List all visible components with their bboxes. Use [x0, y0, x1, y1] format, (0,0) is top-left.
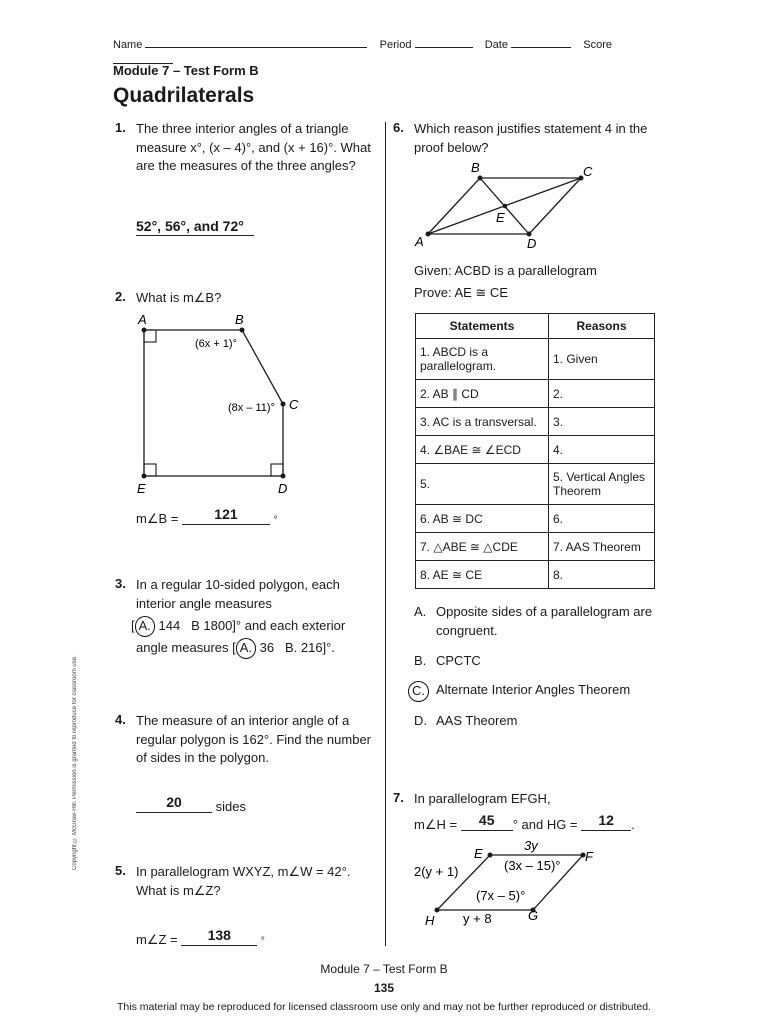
- proof-reason-1: 1. Given: [549, 339, 655, 380]
- q6-option-c[interactable]: [408, 681, 658, 700]
- q2-figure: [130, 308, 310, 498]
- q7-angle-f: (3x – 15)°: [504, 858, 561, 873]
- q6-label-c: C: [583, 164, 593, 179]
- proof-reason-8: 8.: [549, 561, 655, 589]
- q4-number: 4.: [115, 712, 126, 727]
- proof-reason-2: 2.: [549, 380, 655, 408]
- q7-label-e: E: [474, 846, 483, 861]
- q7-answer-row: [414, 812, 654, 835]
- date-field[interactable]: [511, 36, 571, 48]
- q7-side-bottom: y + 8: [463, 911, 492, 926]
- q3-choice-b1: B 1800]° and each exterior: [191, 618, 346, 633]
- q2-label-c: C: [289, 397, 299, 412]
- q3-line4: [136, 638, 335, 659]
- q2-label-e: E: [137, 481, 146, 496]
- q4-answer-row: [136, 794, 246, 817]
- q4-text: The measure of an interior angle of a regular polygon is 162°. Find the number of sides in the polygon.: [136, 713, 372, 765]
- period-label: Period: [379, 39, 412, 51]
- q6-label-a: A: [415, 234, 424, 249]
- q6-prove: Prove: AE ≅ CE: [414, 285, 508, 300]
- module-title: Module 7 – Test Form B: [113, 63, 259, 78]
- q2-label-b: B: [235, 312, 244, 327]
- q3-choice-a2[interactable]: A.: [236, 638, 256, 659]
- q7-text: In parallelogram EFGH,: [414, 791, 551, 806]
- q6-figure: [408, 156, 608, 256]
- proof-statement-8: 8. AE ≅ CE: [416, 561, 549, 589]
- q6-label-d: D: [527, 236, 537, 251]
- page-title: Quadrilaterals: [113, 84, 255, 107]
- proof-reason-6: 6.: [549, 505, 655, 533]
- q2-label-d: D: [278, 481, 288, 496]
- q3-choice-a1[interactable]: A.: [135, 616, 155, 637]
- proof-statement-1: 1. ABCD is a parallelogram.: [416, 339, 549, 380]
- q2-label-a: A: [138, 312, 147, 327]
- proof-reason-4: 4.: [549, 436, 655, 464]
- q3-choice-a2-value: 36: [259, 640, 275, 655]
- proof-statement-5: 5.: [416, 464, 549, 505]
- footer-notice: This material may be reproduced for licensed classroom use only and may not be further reproduced or distributed.: [116, 1001, 652, 1013]
- period-field[interactable]: [415, 36, 473, 48]
- q6-option-a-text: Opposite sides of a parallelogram are congruent.: [436, 604, 653, 638]
- q6-option-d-letter: D.: [414, 713, 427, 728]
- q3-line2: interior angle measures: [136, 596, 272, 611]
- q5-answer: 138: [181, 926, 257, 946]
- name-label: Name: [113, 39, 143, 51]
- q7-mh-prefix: m∠H =: [414, 817, 458, 832]
- q6-option-a-letter: A.: [414, 604, 427, 619]
- q4-suffix: sides: [215, 799, 246, 814]
- proof-statement-2: 2. AB ∥ CD: [416, 380, 549, 408]
- q7-mid: ° and HG =: [512, 817, 578, 832]
- q2-answer: 121: [182, 505, 270, 525]
- q7-angle-h: (7x – 5)°: [476, 888, 526, 903]
- q6-option-d-text: AAS Theorem: [436, 713, 518, 728]
- copyright-side: Copyright © McGraw-Hill. Permission is granted to reproduce for classroom use.: [72, 655, 78, 870]
- proof-statement-4: 4. ∠BAE ≅ ∠ECD: [416, 436, 549, 464]
- q6-option-c-letter: C.: [408, 681, 429, 702]
- score-label: Score: [583, 39, 613, 51]
- q6-number: 6.: [393, 120, 404, 135]
- q6-option-c-text: Alternate Interior Angles Theorem: [436, 682, 631, 697]
- q7-mh-answer: 45: [461, 811, 513, 831]
- q3-choice-b2: B. 216]°.: [284, 640, 335, 655]
- proof-header-statements: Statements: [416, 314, 549, 339]
- proof-statement-7: 7. △ABE ≅ △CDE: [416, 533, 549, 561]
- q3-number: 3.: [115, 576, 126, 591]
- q2-answer-suffix: °: [273, 515, 278, 526]
- proof-reason-7: 7. AAS Theorem: [549, 533, 655, 561]
- q6-option-b-text: CPCTC: [436, 653, 481, 668]
- q3-line4-text: angle measures [: [136, 640, 236, 655]
- q2-number: 2.: [115, 289, 126, 304]
- q6-option-a[interactable]: [414, 603, 654, 640]
- proof-table: [415, 313, 655, 589]
- q7-hg-answer: 12: [581, 811, 631, 831]
- q6-option-b-letter: B.: [414, 653, 427, 668]
- name-field[interactable]: [145, 36, 367, 48]
- q7-end: .: [631, 817, 635, 832]
- q5-number: 5.: [115, 863, 126, 878]
- footer-page-number: 135: [373, 981, 395, 995]
- footer-module: Module 7 – Test Form B: [320, 962, 448, 976]
- q3-line1: In a regular 10-sided polygon, each: [136, 577, 340, 592]
- q1-number: 1.: [115, 120, 126, 135]
- q3-choice-a1-value: 144: [158, 618, 181, 633]
- date-label: Date: [484, 39, 508, 51]
- q7-number: 7.: [393, 790, 404, 805]
- q7-label-f: F: [585, 849, 593, 864]
- q7-side-top: 3y: [524, 838, 538, 853]
- proof-reason-3: 3.: [549, 408, 655, 436]
- q5-text: In parallelogram WXYZ, m∠W = 42°. What is m∠Z?: [136, 864, 351, 898]
- proof-header-reasons: Reasons: [549, 314, 655, 339]
- proof-reason-5: 5. Vertical Angles Theorem: [549, 464, 655, 505]
- q2-angle-c: (8x – 11)°: [228, 402, 275, 414]
- q7-side-left: 2(y + 1): [414, 864, 459, 879]
- q6-label-e: E: [496, 210, 505, 225]
- q7-label-g: G: [528, 908, 539, 923]
- q5-answer-suffix: °: [260, 936, 265, 947]
- q5-answer-prefix: m∠Z =: [136, 932, 178, 947]
- q6-text: Which reason justifies statement 4 in the proof below?: [414, 121, 648, 155]
- q5-answer-row: [136, 927, 265, 952]
- q2-angle-b: (6x + 1)°: [195, 338, 237, 350]
- proof-statement-6: 6. AB ≅ DC: [416, 505, 549, 533]
- q6-label-b: B: [471, 160, 480, 175]
- q7-figure: [408, 834, 618, 934]
- q7-label-h: H: [425, 913, 435, 928]
- proof-statement-3: 3. AC is a transversal.: [416, 408, 549, 436]
- column-divider: [385, 122, 386, 946]
- q6-option-b[interactable]: [414, 652, 654, 671]
- q6-option-d[interactable]: [414, 712, 654, 731]
- q2-answer-row: [136, 506, 278, 531]
- q1-answer: 52°, 56°, and 72°: [136, 218, 254, 236]
- q2-answer-prefix: m∠B =: [136, 511, 179, 526]
- q6-given: Given: ACBD is a parallelogram: [414, 263, 597, 278]
- q2-text: What is m∠B?: [136, 290, 222, 305]
- q4-answer: 20: [136, 793, 212, 813]
- q3-line3: [ A. 144 B 1800]° and each exterior: [131, 616, 345, 637]
- q1-text: The three interior angles of a triangle measure x°, (x – 4)°, and (x + 16)°. What are the measures of the three angles?: [136, 121, 371, 173]
